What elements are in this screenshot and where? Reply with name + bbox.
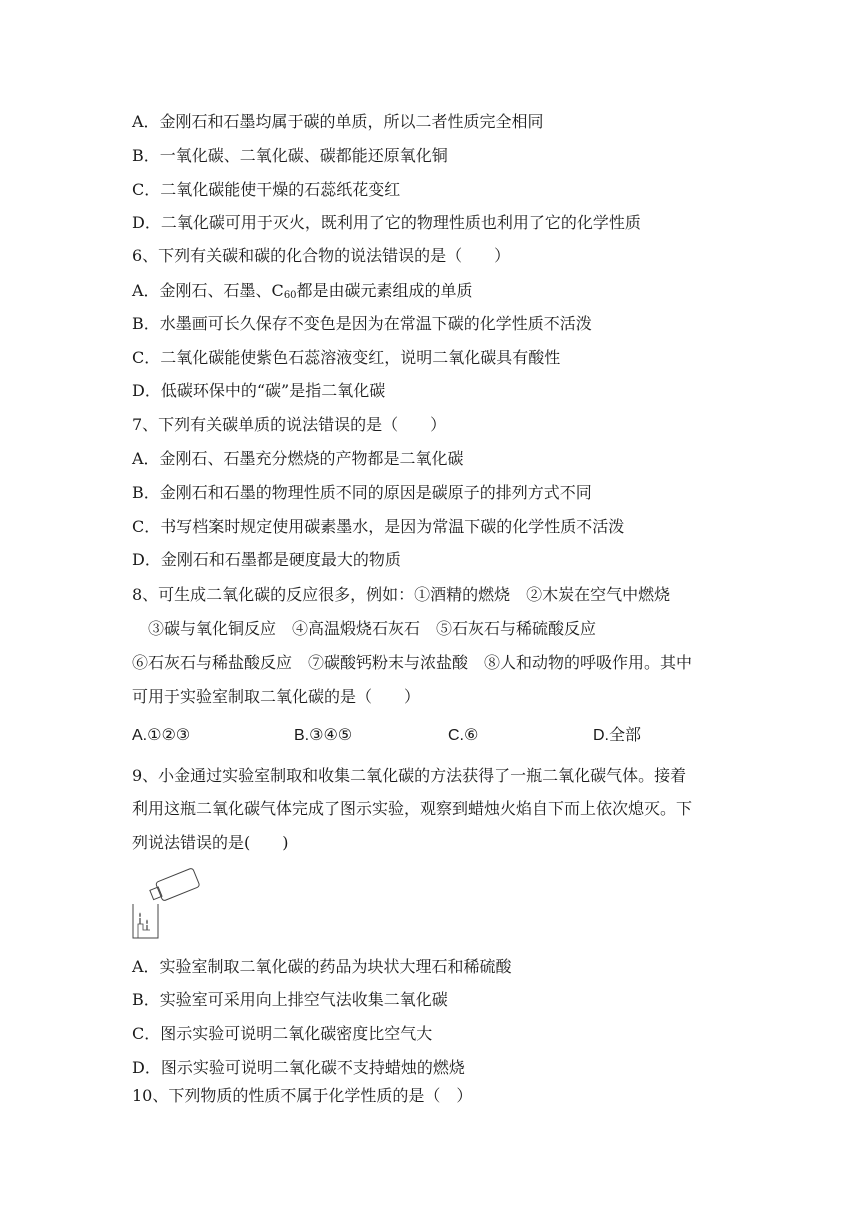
q8-option-d: D.全部: [593, 727, 642, 744]
q8-option-b: B.③④⑤: [294, 727, 353, 744]
q6-option-a: [132, 281, 473, 306]
q8-stem-line-4: 可用于实验室制取二氧化碳的是（ ）: [132, 687, 421, 706]
q6-stem: 6、下列有关碳和碳的化合物的说法错误的是（ ）: [132, 246, 511, 265]
q7-option-b: B．金刚石和石墨的物理性质不同的原因是碳原子的排列方式不同: [132, 483, 592, 502]
q5-option-d: D．二氧化碳可用于灭火，既利用了它的物理性质也利用了它的化学性质: [132, 213, 641, 232]
q8-stem-line-1: 8、可生成二氧化碳的反应很多，例如：①酒精的燃烧 ②木炭在空气中燃烧: [132, 585, 671, 604]
q6-option-d: D．低碳环保中的“碳”是指二氧化碳: [132, 381, 386, 400]
q9-stem-line-2: 利用这瓶二氧化碳气体完成了图示实验，观察到蜡烛火焰自下而上依次熄灭。下: [132, 799, 693, 818]
q6-option-c: C．二氧化碳能使紫色石蕊溶液变红，说明二氧化碳具有酸性: [132, 348, 561, 367]
q9-stem-line-3: 列说法错误的是( ): [132, 833, 289, 852]
q7-stem: 7、下列有关碳单质的说法错误的是（ ）: [132, 415, 447, 434]
q8-option-c: C.⑥: [448, 727, 479, 744]
q7-option-a: A．金刚石、石墨充分燃烧的产物都是二氧化碳: [132, 449, 464, 468]
q9-option-c: C．图示实验可说明二氧化碳密度比空气大: [132, 1024, 433, 1043]
q7-option-d: D．金刚石和石墨都是硬度最大的物质: [132, 550, 401, 569]
q7-option-c: C．书写档案时规定使用碳素墨水，是因为常温下碳的化学性质不活泼: [132, 517, 625, 536]
q6-option-b: B．水墨画可长久保存不变色是因为在常温下碳的化学性质不活泼: [132, 314, 592, 333]
q9-option-a: A．实验室制取二氧化碳的药品为块状大理石和稀硫酸: [132, 957, 512, 976]
q6-option-a-subscript: 60: [283, 290, 297, 301]
experiment-figure-icon: [130, 868, 204, 942]
q6-option-a-post: 都是由碳元素组成的单质: [296, 281, 473, 300]
q9-option-d: D．图示实验可说明二氧化碳不支持蜡烛的燃烧: [132, 1058, 465, 1077]
q8-stem-line-2: ③碳与氧化铜反应 ④高温煅烧石灰石 ⑤石灰石与稀硫酸反应: [132, 619, 597, 638]
q9-stem-line-1: 9、小金通过实验室制取和收集二氧化碳的方法获得了一瓶二氧化碳气体。接着: [132, 766, 687, 785]
q5-option-b: B．一氧化碳、二氧化碳、碳都能还原氧化铜: [132, 146, 448, 165]
q9-option-b: B．实验室可采用向上排空气法收集二氧化碳: [132, 990, 448, 1009]
q5-option-c: C．二氧化碳能使干燥的石蕊纸花变红: [132, 180, 401, 199]
q6-option-a-pre: A．金刚石、石墨、C: [132, 281, 284, 300]
q8-option-a: A.①②③: [132, 727, 191, 744]
q5-option-a: A．金刚石和石墨均属于碳的单质，所以二者性质完全相同: [132, 112, 544, 131]
q8-stem-line-3: ⑥石灰石与稀盐酸反应 ⑦碳酸钙粉末与浓盐酸 ⑧人和动物的呼吸作用。其中: [132, 653, 693, 672]
q10-stem: 10、下列物质的性质不属于化学性质的是（ ）: [132, 1086, 473, 1105]
